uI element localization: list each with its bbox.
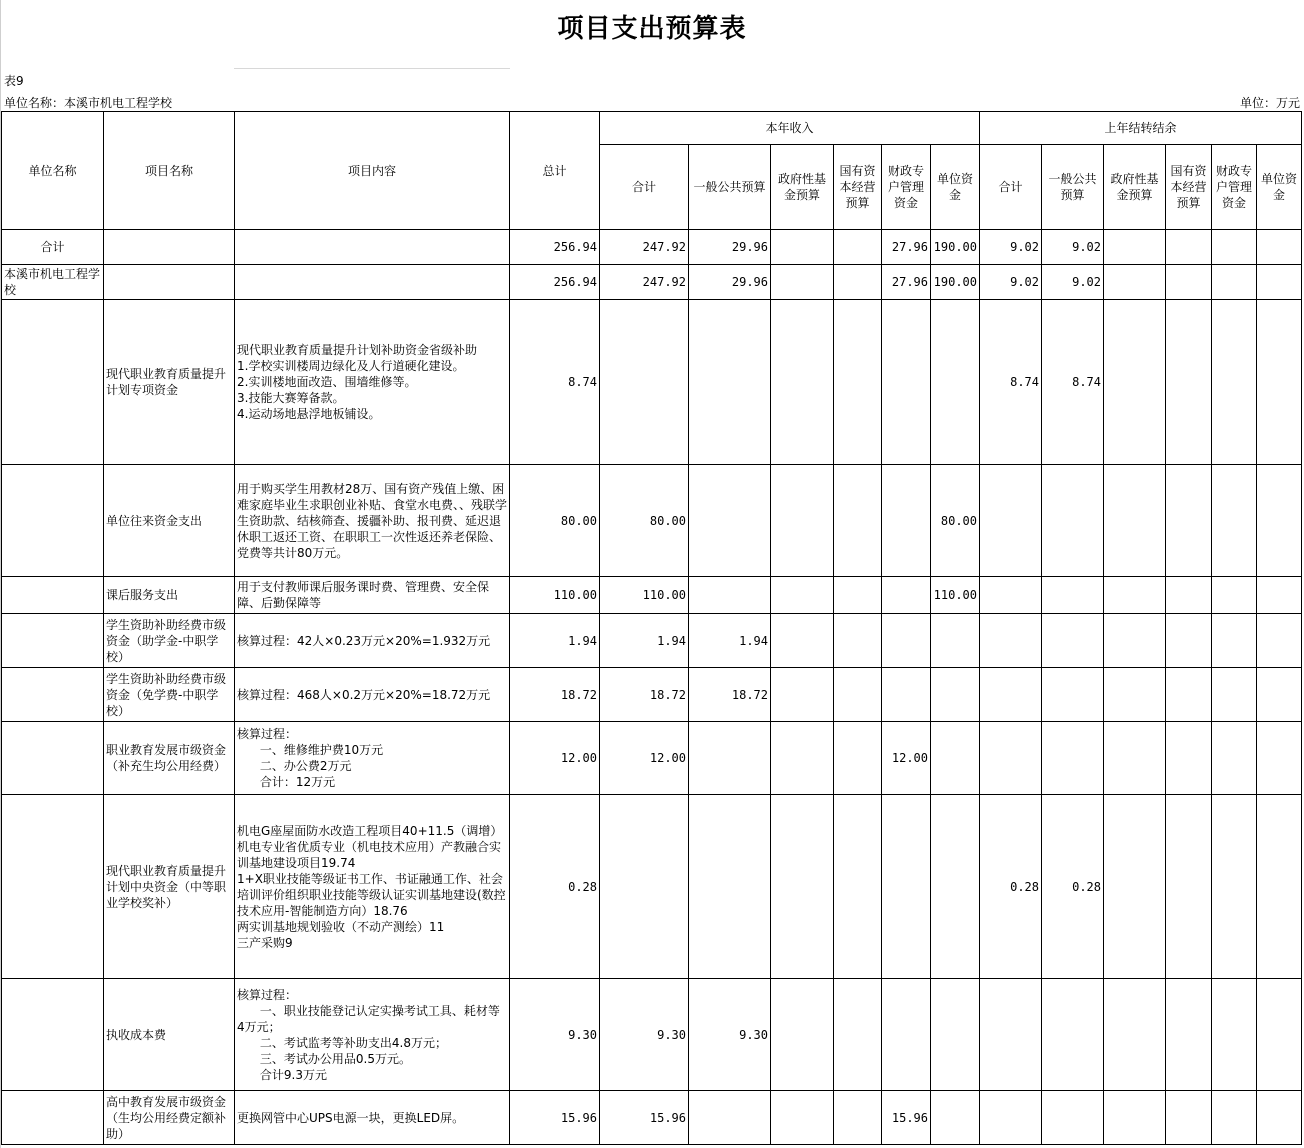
cell-p-fund xyxy=(1104,668,1166,722)
cell-p-own xyxy=(1257,795,1302,979)
cell-c-soe xyxy=(834,722,882,795)
cell-p-own xyxy=(1257,265,1302,300)
cell-unit-name xyxy=(2,300,104,465)
cell-c-own: 190.00 xyxy=(931,265,980,300)
cell-p-fund xyxy=(1104,795,1166,979)
cell-p-fund xyxy=(1104,230,1166,265)
cell-p-own xyxy=(1257,300,1302,465)
col-current-gov-fund: 政府性基金预算 xyxy=(771,145,834,230)
cell-c-fund xyxy=(771,614,834,668)
cell-project-content: 用于支付教师课后服务课时费、管理费、安全保障、后勤保障等 xyxy=(235,577,510,614)
cell-project-name xyxy=(104,265,235,300)
cell-p-fund xyxy=(1104,265,1166,300)
cell-c-gen: 29.96 xyxy=(689,265,771,300)
cell-project-name: 学生资助补助经费市级资金（免学费-中职学校） xyxy=(104,668,235,722)
cell-project-name xyxy=(104,230,235,265)
cell-project-name: 现代职业教育质量提升计划专项资金 xyxy=(104,300,235,465)
cell-total: 256.94 xyxy=(510,230,600,265)
cell-c-gen xyxy=(689,722,771,795)
cell-project-content xyxy=(235,230,510,265)
cell-p-sum xyxy=(980,577,1042,614)
cell-p-own xyxy=(1257,979,1302,1091)
cell-total: 110.00 xyxy=(510,577,600,614)
cell-p-sum xyxy=(980,979,1042,1091)
cell-p-spec xyxy=(1212,300,1257,465)
cell-project-name: 高中教育发展市级资金（生均公用经费定额补助） xyxy=(104,1091,235,1145)
cell-unit-name xyxy=(2,722,104,795)
cell-p-sum xyxy=(980,614,1042,668)
cell-c-soe xyxy=(834,795,882,979)
cell-c-spec: 15.96 xyxy=(882,1091,931,1145)
table-row xyxy=(2,1091,1302,1145)
cell-c-own xyxy=(931,300,980,465)
cell-c-soe xyxy=(834,265,882,300)
cell-p-gen: 9.02 xyxy=(1042,230,1104,265)
cell-c-fund xyxy=(771,465,834,577)
cell-c-soe xyxy=(834,230,882,265)
cell-p-gen: 8.74 xyxy=(1042,300,1104,465)
cell-p-soe xyxy=(1166,722,1212,795)
cell-c-gen: 9.30 xyxy=(689,979,771,1091)
cell-p-sum xyxy=(980,465,1042,577)
cell-c-own xyxy=(931,979,980,1091)
cell-p-soe xyxy=(1166,300,1212,465)
cell-p-soe xyxy=(1166,577,1212,614)
cell-c-sum: 1.94 xyxy=(600,614,689,668)
table-row xyxy=(2,979,1302,1091)
cell-c-sum xyxy=(600,795,689,979)
table-row xyxy=(2,465,1302,577)
col-current-soe: 国有资本经营预算 xyxy=(834,145,882,230)
col-current-general: 一般公共预算 xyxy=(689,145,771,230)
cell-p-fund xyxy=(1104,614,1166,668)
cell-c-soe xyxy=(834,465,882,577)
cell-p-spec xyxy=(1212,230,1257,265)
cell-c-own xyxy=(931,614,980,668)
cell-total: 18.72 xyxy=(510,668,600,722)
cell-unit-name xyxy=(2,465,104,577)
cell-project-name: 单位往来资金支出 xyxy=(104,465,235,577)
cell-project-content: 用于购买学生用教材28万、国有资产残值上缴、困难家庭毕业生求职创业补贴、食堂水电费、、残联学生资助款、结核筛查、援疆补助、报刊费、延迟退休职工返还工资、在职职工一次性返还养老保险、党费等共计80万元。 xyxy=(235,465,510,577)
cell-c-sum: 110.00 xyxy=(600,577,689,614)
cell-p-spec xyxy=(1212,979,1257,1091)
cell-p-spec xyxy=(1212,795,1257,979)
col-unit-name: 单位名称 xyxy=(2,112,104,230)
cell-c-sum: 18.72 xyxy=(600,668,689,722)
cell-c-sum: 12.00 xyxy=(600,722,689,795)
cell-p-gen xyxy=(1042,979,1104,1091)
cell-p-spec xyxy=(1212,577,1257,614)
cell-unit-name xyxy=(2,795,104,979)
cell-p-soe xyxy=(1166,1091,1212,1145)
cell-c-soe xyxy=(834,577,882,614)
cell-p-fund xyxy=(1104,577,1166,614)
cell-c-sum: 9.30 xyxy=(600,979,689,1091)
title-underline xyxy=(234,68,510,69)
cell-p-soe xyxy=(1166,979,1212,1091)
cell-c-fund xyxy=(771,300,834,465)
cell-c-spec xyxy=(882,795,931,979)
header-row-1 xyxy=(2,112,1302,145)
cell-p-gen xyxy=(1042,465,1104,577)
cell-total: 12.00 xyxy=(510,722,600,795)
cell-c-gen xyxy=(689,300,771,465)
cell-c-spec xyxy=(882,300,931,465)
cell-p-fund xyxy=(1104,979,1166,1091)
cell-total: 8.74 xyxy=(510,300,600,465)
cell-c-spec xyxy=(882,668,931,722)
cell-c-own xyxy=(931,668,980,722)
cell-project-content: 核算过程： 一、职业技能登记认定实操考试工具、耗材等4万元； 二、考试监考等补助支出4.8万元； 三、考试办公用品0.5万元。 合计9.3万元 xyxy=(235,979,510,1091)
col-prior-general: 一般公共预算 xyxy=(1042,145,1104,230)
table-row xyxy=(2,668,1302,722)
cell-p-soe xyxy=(1166,230,1212,265)
cell-p-soe xyxy=(1166,265,1212,300)
cell-c-spec xyxy=(882,614,931,668)
unit-name-label: 单位名称：本溪市机电工程学校 xyxy=(4,96,173,110)
cell-p-gen xyxy=(1042,1091,1104,1145)
cell-p-fund xyxy=(1104,1091,1166,1145)
cell-total: 1.94 xyxy=(510,614,600,668)
cell-p-own xyxy=(1257,668,1302,722)
cell-p-sum: 8.74 xyxy=(980,300,1042,465)
cell-p-sum xyxy=(980,668,1042,722)
cell-p-sum xyxy=(980,722,1042,795)
col-group-prior-year: 上年结转结余 xyxy=(980,112,1302,145)
cell-total: 15.96 xyxy=(510,1091,600,1145)
col-current-own: 单位资金 xyxy=(931,145,980,230)
cell-c-own xyxy=(931,795,980,979)
cell-project-name: 学生资助补助经费市级资金（助学金-中职学校） xyxy=(104,614,235,668)
cell-c-own xyxy=(931,722,980,795)
cell-p-spec xyxy=(1212,265,1257,300)
cell-p-sum: 9.02 xyxy=(980,230,1042,265)
cell-p-spec xyxy=(1212,465,1257,577)
cell-c-gen: 1.94 xyxy=(689,614,771,668)
cell-c-spec xyxy=(882,577,931,614)
cell-p-spec xyxy=(1212,1091,1257,1145)
cell-c-gen xyxy=(689,1091,771,1145)
cell-unit-name xyxy=(2,1091,104,1145)
table-row xyxy=(2,722,1302,795)
table-number: 表9 xyxy=(4,74,24,88)
cell-p-soe xyxy=(1166,668,1212,722)
cell-project-name: 现代职业教育质量提升计划中央资金（中等职业学校奖补） xyxy=(104,795,235,979)
cell-c-fund xyxy=(771,722,834,795)
page-title: 项目支出预算表 xyxy=(557,14,747,44)
cell-c-soe xyxy=(834,668,882,722)
col-group-current-year: 本年收入 xyxy=(600,112,980,145)
cell-project-content xyxy=(235,265,510,300)
cell-p-spec xyxy=(1212,668,1257,722)
cell-c-gen xyxy=(689,795,771,979)
cell-c-gen: 29.96 xyxy=(689,230,771,265)
cell-c-gen xyxy=(689,577,771,614)
cell-p-fund xyxy=(1104,722,1166,795)
cell-p-gen xyxy=(1042,577,1104,614)
cell-p-spec xyxy=(1212,722,1257,795)
table-row xyxy=(2,230,1302,265)
cell-c-soe xyxy=(834,614,882,668)
cell-unit-name: 合计 xyxy=(2,230,104,265)
cell-c-spec xyxy=(882,979,931,1091)
col-prior-special: 财政专户管理资金 xyxy=(1212,145,1257,230)
cell-unit-name xyxy=(2,614,104,668)
cell-c-spec: 27.96 xyxy=(882,265,931,300)
col-prior-sum: 合计 xyxy=(980,145,1042,230)
table-row xyxy=(2,300,1302,465)
cell-project-name: 执收成本费 xyxy=(104,979,235,1091)
cell-c-sum: 247.92 xyxy=(600,230,689,265)
cell-p-gen xyxy=(1042,668,1104,722)
cell-p-gen: 9.02 xyxy=(1042,265,1104,300)
cell-project-content: 现代职业教育质量提升计划补助资金省级补助 1.学校实训楼周边绿化及人行道硬化建设。 2.实训楼地面改造、围墙维修等。 3.技能大赛筹备款。 4.运动场地悬浮地板铺设。 xyxy=(235,300,510,465)
cell-unit-name xyxy=(2,577,104,614)
col-total: 总计 xyxy=(510,112,600,230)
cell-p-fund xyxy=(1104,300,1166,465)
cell-c-fund xyxy=(771,795,834,979)
cell-p-gen: 0.28 xyxy=(1042,795,1104,979)
cell-c-soe xyxy=(834,300,882,465)
col-project-name: 项目名称 xyxy=(104,112,235,230)
cell-p-soe xyxy=(1166,614,1212,668)
cell-p-gen xyxy=(1042,614,1104,668)
col-current-sum: 合计 xyxy=(600,145,689,230)
table-row xyxy=(2,795,1302,979)
cell-p-sum xyxy=(980,1091,1042,1145)
cell-p-fund xyxy=(1104,465,1166,577)
cell-project-name: 课后服务支出 xyxy=(104,577,235,614)
cell-project-content: 核算过程：468人×0.2万元×20%=18.72万元 xyxy=(235,668,510,722)
cell-p-sum: 9.02 xyxy=(980,265,1042,300)
table-row xyxy=(2,614,1302,668)
cell-c-own: 80.00 xyxy=(931,465,980,577)
table-row xyxy=(2,577,1302,614)
cell-c-spec: 12.00 xyxy=(882,722,931,795)
cell-c-fund xyxy=(771,577,834,614)
cell-p-spec xyxy=(1212,614,1257,668)
cell-p-sum: 0.28 xyxy=(980,795,1042,979)
cell-project-content: 核算过程： 一、维修维护费10万元 二、办公费2万元 合计：12万元 xyxy=(235,722,510,795)
cell-p-own xyxy=(1257,577,1302,614)
cell-c-gen: 18.72 xyxy=(689,668,771,722)
cell-p-own xyxy=(1257,1091,1302,1145)
cell-p-own xyxy=(1257,722,1302,795)
cell-unit-name xyxy=(2,979,104,1091)
cell-c-sum: 15.96 xyxy=(600,1091,689,1145)
cell-c-fund xyxy=(771,668,834,722)
cell-total: 256.94 xyxy=(510,265,600,300)
cell-c-sum: 80.00 xyxy=(600,465,689,577)
budget-table xyxy=(1,111,1302,1145)
cell-unit-name xyxy=(2,668,104,722)
cell-project-content: 机电G座屋面防水改造工程项目40+11.5（调增） 机电专业省优质专业（机电技术应用）产教融合实训基地建设项目19.74 1+X职业技能等级证书工作、书证融通工作、社会培训评价组织职业技能等级认证实训基地建设(数控技术应用-智能制造方向）18.76 两实训基地规划验收（不动产测绘）11 三产采购9 xyxy=(235,795,510,979)
cell-total: 0.28 xyxy=(510,795,600,979)
col-prior-own: 单位资金 xyxy=(1257,145,1302,230)
cell-project-name: 职业教育发展市级资金（补充生均公用经费） xyxy=(104,722,235,795)
cell-c-fund xyxy=(771,979,834,1091)
currency-unit-label: 单位：万元 xyxy=(1239,96,1300,110)
col-current-special: 财政专户管理资金 xyxy=(882,145,931,230)
cell-p-own xyxy=(1257,614,1302,668)
cell-c-fund xyxy=(771,265,834,300)
cell-p-gen xyxy=(1042,722,1104,795)
cell-total: 9.30 xyxy=(510,979,600,1091)
col-prior-soe: 国有资本经营预算 xyxy=(1166,145,1212,230)
cell-c-spec xyxy=(882,465,931,577)
cell-p-own xyxy=(1257,230,1302,265)
col-project-content: 项目内容 xyxy=(235,112,510,230)
col-prior-gov-fund: 政府性基金预算 xyxy=(1104,145,1166,230)
cell-project-content: 更换网管中心UPS电源一块，更换LED屏。 xyxy=(235,1091,510,1145)
cell-c-own: 110.00 xyxy=(931,577,980,614)
cell-c-own xyxy=(931,1091,980,1145)
table-row xyxy=(2,265,1302,300)
cell-p-soe xyxy=(1166,795,1212,979)
cell-c-own: 190.00 xyxy=(931,230,980,265)
cell-p-own xyxy=(1257,465,1302,577)
cell-p-soe xyxy=(1166,465,1212,577)
cell-project-content: 核算过程：42人×0.23万元×20%=1.932万元 xyxy=(235,614,510,668)
cell-c-sum: 247.92 xyxy=(600,265,689,300)
cell-c-fund xyxy=(771,230,834,265)
cell-c-spec: 27.96 xyxy=(882,230,931,265)
cell-c-soe xyxy=(834,1091,882,1145)
cell-unit-name: 本溪市机电工程学校 xyxy=(2,265,104,300)
cell-c-fund xyxy=(771,1091,834,1145)
cell-c-gen xyxy=(689,465,771,577)
cell-total: 80.00 xyxy=(510,465,600,577)
cell-c-sum xyxy=(600,300,689,465)
cell-c-soe xyxy=(834,979,882,1091)
